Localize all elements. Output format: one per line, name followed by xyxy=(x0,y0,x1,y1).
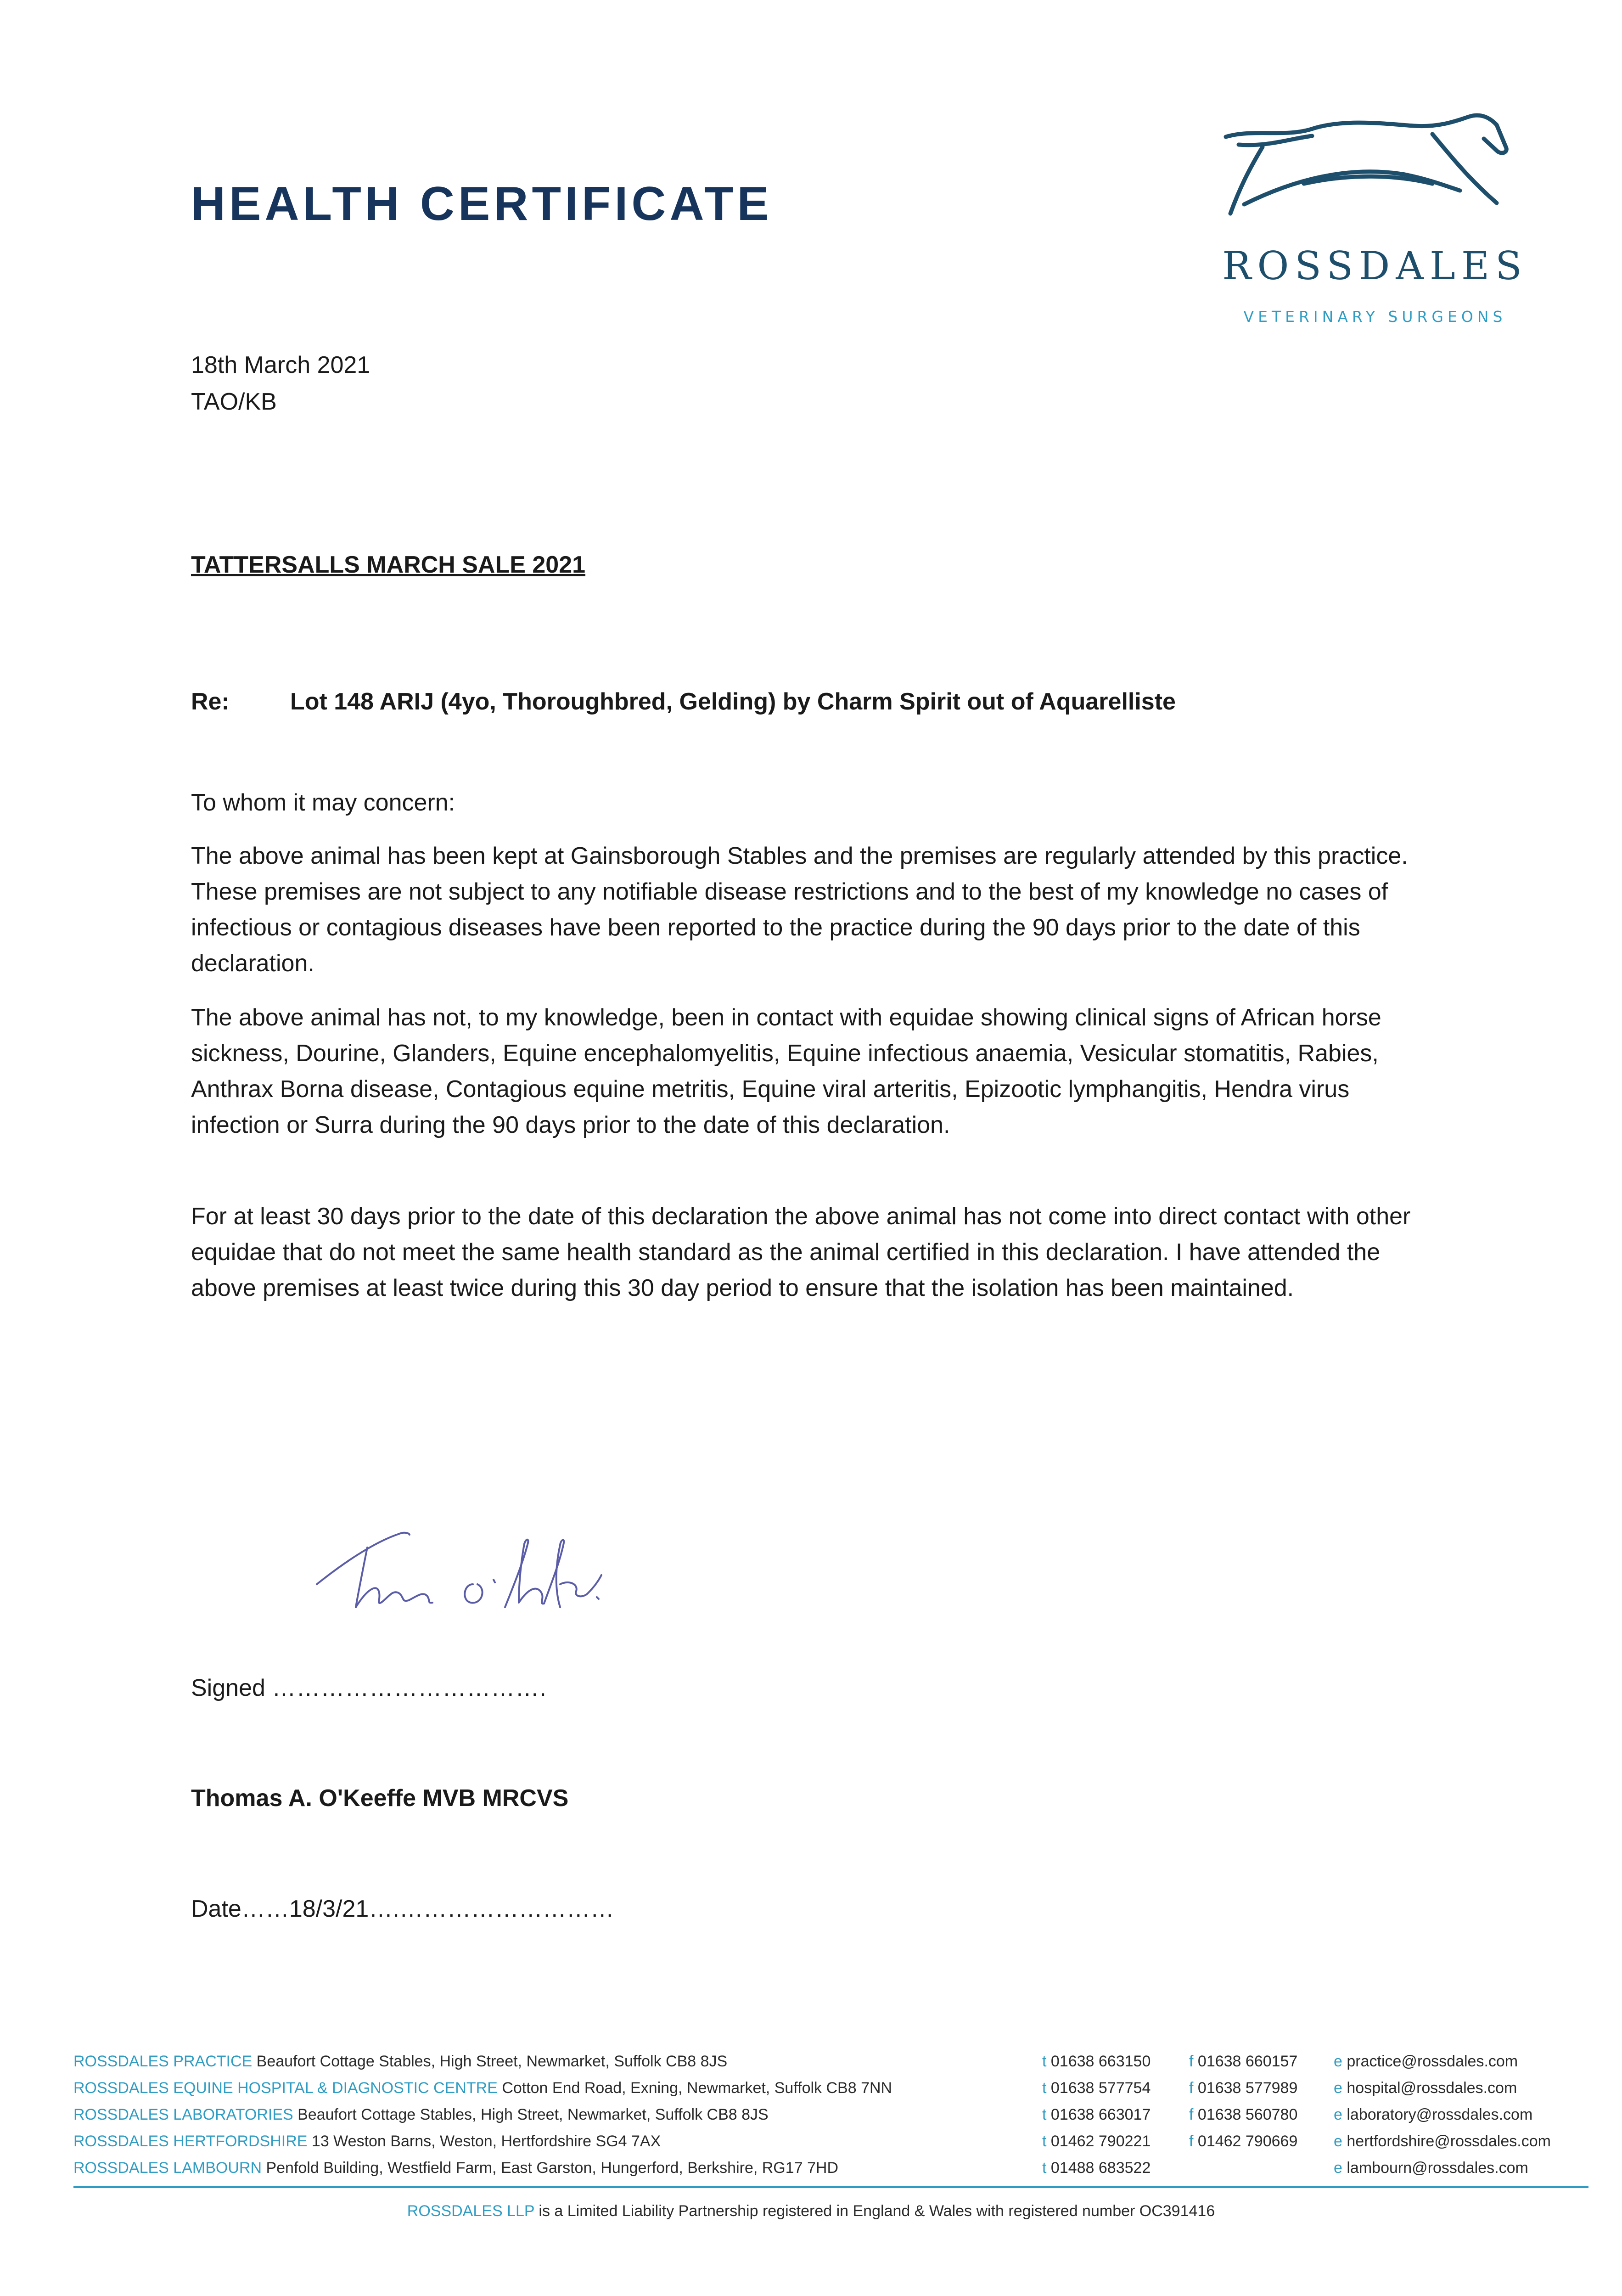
horse-icon xyxy=(1212,110,1533,243)
office-email: e practice@rossdales.com xyxy=(1334,2053,1518,2070)
office-fax: f 01638 660157 xyxy=(1189,2053,1298,2070)
office-address: Cotton End Road, Exning, Newmarket, Suffolk CB8 7NN xyxy=(502,2079,892,2097)
footer-office-row xyxy=(73,2133,1588,2159)
document-title: HEALTH CERTIFICATE xyxy=(191,177,773,231)
office-name: ROSSDALES LAMBOURN xyxy=(73,2159,262,2177)
legal-notice xyxy=(0,2202,1622,2220)
logo-subtitle: VETERINARY SURGEONS xyxy=(1243,308,1507,326)
letter-reference: TAO/KB xyxy=(191,388,277,415)
office-phone: t 01638 663017 xyxy=(1042,2106,1151,2123)
office-name: ROSSDALES PRACTICE xyxy=(73,2053,253,2070)
body-paragraph: The above animal has been kept at Gainsborough Stables and the premises are regularly attended by this practice. These premises are not subject to any notifiable disease restrictions and to the best of my knowledge no cases of infectious or contagious diseases have been reported to the practice during the 90 days prior to the date of this declaration. xyxy=(191,843,1408,977)
office-phone: t 01638 577754 xyxy=(1042,2079,1151,2097)
rossdales-logo xyxy=(1212,110,1533,340)
office-name: ROSSDALES HERTFORDSHIRE xyxy=(73,2133,308,2150)
footer-office-row xyxy=(73,2159,1588,2186)
office-phone: t 01462 790221 xyxy=(1042,2133,1151,2150)
footer-divider xyxy=(73,2186,1588,2188)
office-phone: t 01488 683522 xyxy=(1042,2159,1151,2177)
legal-name: ROSSDALES LLP xyxy=(407,2202,534,2220)
office-name: ROSSDALES EQUINE HOSPITAL & DIAGNOSTIC CENTRE xyxy=(73,2079,498,2097)
signed-label: Signed xyxy=(191,1675,265,1701)
office-email: e hospital@rossdales.com xyxy=(1334,2079,1517,2097)
office-email: e hertfordshire@rossdales.com xyxy=(1334,2133,1551,2150)
office-fax: f 01462 790669 xyxy=(1189,2133,1298,2150)
legal-text: is a Limited Liability Partnership registered in England & Wales with registered number OC391416 xyxy=(539,2202,1215,2220)
body-paragraph: For at least 30 days prior to the date of this declaration the above animal has not come into direct contact with other equidae that do not meet the same health standard as the animal certified in this declaration. I have attended the above premises at least twice during this 30 day period to ensure that the isolation has been maintained. xyxy=(191,1203,1411,1301)
signed-dots: ……………………………. xyxy=(272,1675,547,1701)
body-paragraph: The above animal has not, to my knowledge, been in contact with equidae showing clinical signs of African horse sickness, Dourine, Glanders, Equine encephalomyelitis, Equine infectious anaemia, Vesicular stomatitis, Rabies, Anthrax Borna disease, Contagious equine metritis, Equine viral arteritis, Epizootic lymphangitis, Hendra virus infection or Surra during the 90 days prior to the date of this declaration. xyxy=(191,1004,1381,1138)
handwritten-signature xyxy=(312,1515,615,1637)
office-fax: f 01638 577989 xyxy=(1189,2079,1298,2097)
office-email: e lambourn@rossdales.com xyxy=(1334,2159,1528,2177)
office-phone: t 01638 663150 xyxy=(1042,2053,1151,2070)
signer-name: Thomas A. O'Keeffe MVB MRCVS xyxy=(191,1785,569,1812)
date-suffix: ….……………………… xyxy=(369,1896,614,1922)
sale-heading: TATTERSALLS MARCH SALE 2021 xyxy=(191,551,586,578)
date-value: 18/3/21 xyxy=(289,1896,369,1922)
footer-office-row xyxy=(73,2079,1588,2106)
date-prefix: Date…… xyxy=(191,1896,289,1922)
date-line xyxy=(191,1895,614,1923)
office-fax: f 01638 560780 xyxy=(1189,2106,1298,2123)
re-label: Re: xyxy=(191,688,230,715)
office-address: Beaufort Cottage Stables, High Street, Newmarket, Suffolk CB8 8JS xyxy=(297,2106,769,2123)
office-address: 13 Weston Barns, Weston, Hertfordshire SG4 7AX xyxy=(311,2133,661,2150)
signed-line xyxy=(191,1674,547,1702)
letter-date: 18th March 2021 xyxy=(191,352,370,378)
office-address: Penfold Building, Westfield Farm, East Garston, Hungerford, Berkshire, RG17 7HD xyxy=(266,2159,839,2177)
salutation: To whom it may concern: xyxy=(191,789,455,816)
footer-office-row xyxy=(73,2106,1588,2133)
office-email: e laboratory@rossdales.com xyxy=(1334,2106,1533,2123)
logo-wordmark: ROSSDALES xyxy=(1222,243,1528,288)
footer-office-row xyxy=(73,2053,1588,2079)
re-subject: Lot 148 ARIJ (4yo, Thoroughbred, Gelding) by Charm Spirit out of Aquarelliste xyxy=(290,688,1176,715)
office-address: Beaufort Cottage Stables, High Street, Newmarket, Suffolk CB8 8JS xyxy=(256,2053,728,2070)
office-name: ROSSDALES LABORATORIES xyxy=(73,2106,293,2123)
